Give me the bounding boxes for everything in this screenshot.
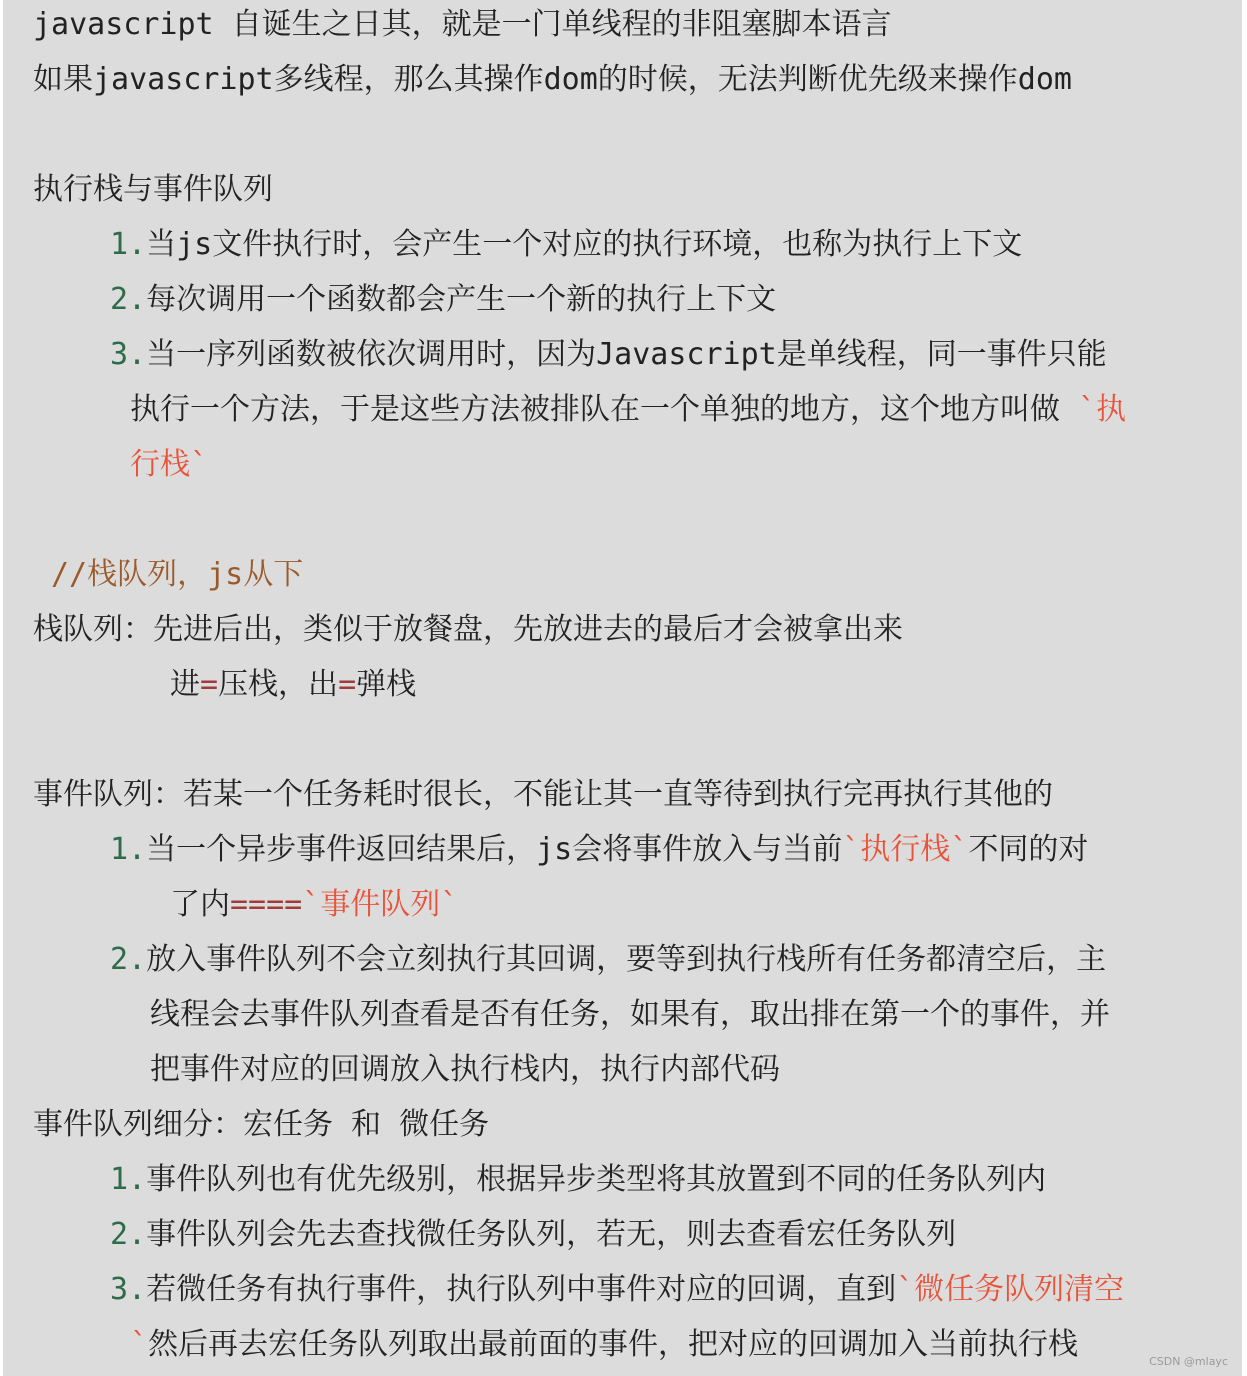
code-comment: //栈队列，js从下 [51,557,304,592]
list-item-continuation: `然后再去宏任务队列取出最前面的事件，把对应的回调加入当前执行栈 [130,1327,1079,1362]
event-queue-definition: 事件队列：若某一个任务耗时很长，不能让其一直等待到执行完再执行其他的 [33,777,1053,812]
watermark: CSDN @mlayc [1149,1355,1228,1368]
intro-line-2: 如果javascript多线程，那么其操作dom的时候，无法判断优先级来操作dom [33,62,1072,97]
list-item: 2.每次调用一个函数都会产生一个新的执行上下文 [110,282,777,317]
stack-queue-definition: 栈队列：先进后出，类似于放餐盘，先放进去的最后才会被拿出来 [33,612,903,647]
list-item: 1.当js文件执行时，会产生一个对应的执行环境，也称为执行上下文 [110,227,1023,262]
list-item-continuation: 线程会去事件队列查看是否有任务，如果有，取出排在第一个的事件，并 [150,997,1110,1032]
list-item: 1.事件队列也有优先级别，根据异步类型将其放置到不同的任务队列内 [110,1162,1047,1197]
list-item: 1.当一个异步事件返回结果后，js会将事件放入与当前`执行栈`不同的对 [110,832,1089,867]
heading-execution-stack: 执行栈与事件队列 [33,172,273,207]
document-panel [3,0,1242,1376]
intro-line-1: javascript 自诞生之日其，就是一门单线程的非阻塞脚本语言 [33,7,892,42]
task-subdivision-heading: 事件队列细分：宏任务 和 微任务 [33,1107,490,1142]
list-item-continuation: 了内====`事件队列` [170,887,459,922]
list-item: 3.若微任务有执行事件，执行队列中事件对应的回调，直到`微任务队列清空 [110,1272,1125,1307]
list-item-continuation: 执行一个方法，于是这些方法被排队在一个单独的地方，这个地方叫做 `执 [130,392,1127,427]
list-item: 2.放入事件队列不会立刻执行其回调，要等到执行栈所有任务都清空后，主 [110,942,1107,977]
list-item-continuation: 行栈` [130,447,209,482]
list-item: 3.当一序列函数被依次调用时，因为Javascript是单线程，同一事件只能 [110,337,1107,372]
list-item: 2.事件队列会先去查找微任务队列，若无，则去查看宏任务队列 [110,1217,957,1252]
list-item-continuation: 把事件对应的回调放入执行栈内，执行内部代码 [150,1052,780,1087]
push-pop-line: 进=压栈，出=弹栈 [170,667,417,702]
